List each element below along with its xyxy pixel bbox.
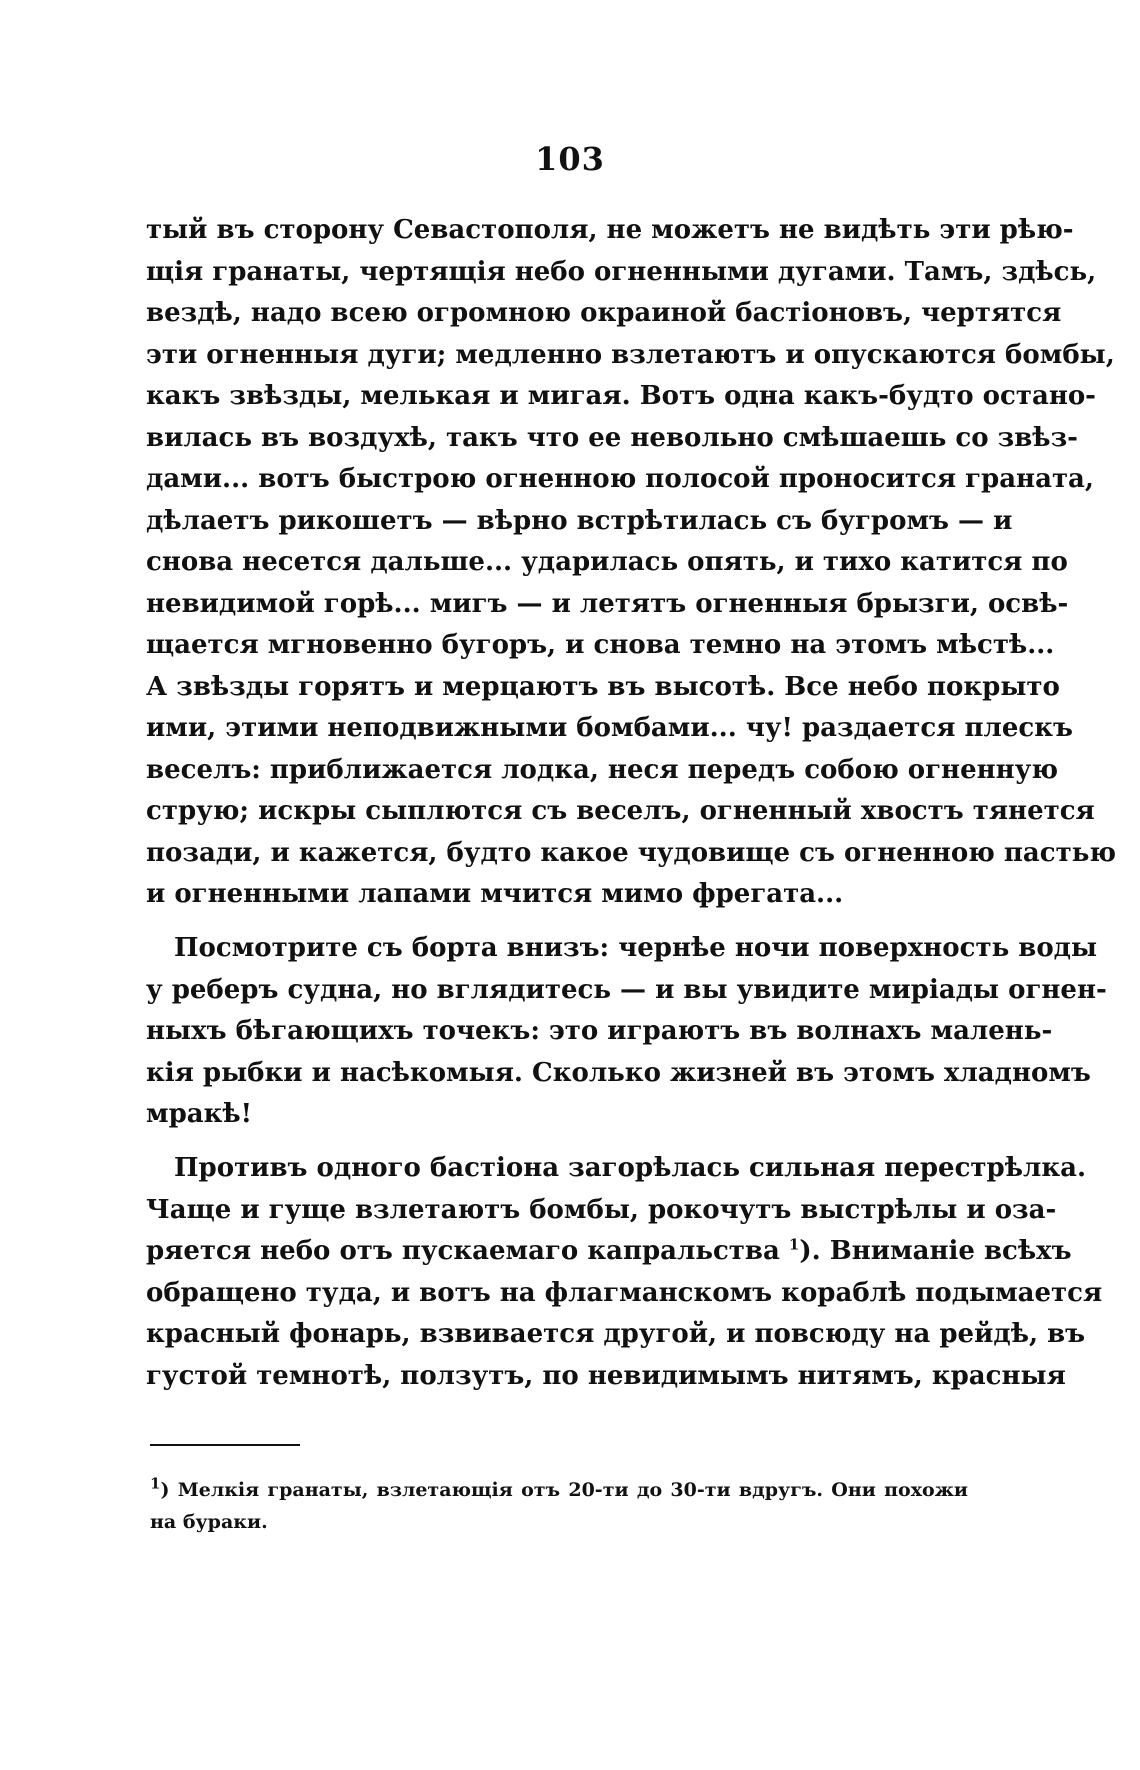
text-line: обращено туда, и вотъ на флагманскомъ кораблѣ подымается [146,1277,1103,1308]
text-line: невидимой горѣ... мигъ — и летятъ огненныя брызги, освѣ- [146,588,1069,619]
footnote-line: на бураки. [150,1511,268,1533]
text-line-with-footnote [146,1231,1072,1273]
text-line: какъ звѣзды, мелькая и мигая. Вотъ одна какъ-будто остано- [146,381,1096,411]
footnote-text: ) Мелкія гранаты, взлетающія отъ 20-ти до 30-ти вдругъ. Они похожи [160,1479,968,1501]
text-line: красный фонарь, взвивается другой, и повсюду на рейдѣ, въ [146,1319,1086,1349]
text-line: и огненными лапами мчится мимо фрегата... [146,879,844,909]
footnote-marker: 1 [150,1474,161,1493]
text-line: Посмотрите съ борта внизъ: чернѣе ночи поверхность воды [174,933,1098,963]
text-line: веселъ: приближается лодка, неся передъ собою огненную [146,754,1058,785]
page-number: 103 [535,140,605,178]
paragraph-3 [146,1148,1103,1397]
footnote-divider [150,1444,300,1446]
text-segment: ). Вниманіе всѣхъ [799,1236,1072,1266]
text-line: кія рыбки и насѣкомыя. Сколько жизней въ этомъ хладномъ [146,1057,1091,1088]
text-line: щія гранаты, чертящія небо огненными дугами. Тамъ, здѣсь, [146,256,1097,287]
text-line: вилась въ воздухѣ, такъ что ее невольно смѣшаешь со звѣз- [146,422,1078,453]
text-line: А звѣзды горятъ и мерцаютъ въ высотѣ. Все небо покрыто [146,671,1060,702]
paragraph-2 [146,928,1107,1136]
text-line: тый въ сторону Севастополя, не можетъ не видѣть эти рѣю- [146,215,1074,245]
text-line: струю; искры сыплются съ веселъ, огненный хвостъ тянется [146,796,1095,826]
paragraph-1 [146,210,1117,916]
text-line: Противъ одного бастіона загорѣлась сильная перестрѣлка. [174,1153,1086,1183]
footnote-line [150,1474,968,1506]
text-line: снова несется дальше... ударилась опять, и тихо катится по [146,547,1068,577]
text-segment: ряется небо отъ пускаемаго капральства [146,1236,780,1266]
text-line: щается мгновенно бугоръ, и снова темно на этомъ мѣстѣ... [146,630,1055,660]
text-line: ныхъ бѣгающихъ точекъ: это играютъ въ волнахъ малень- [146,1016,1053,1046]
text-line: позади, и кажется, будто какое чудовище съ огненною пастью [146,837,1117,868]
footnote-reference[interactable]: 1 [788,1235,800,1254]
text-line: вездѣ, надо всею огромною окраиной бастіоновъ, чертятся [146,298,1062,328]
text-line: у реберъ судна, но вглядитесь — и вы увидите миріады огнен- [146,974,1107,1005]
text-line: эти огненныя дуги; медленно взлетаютъ и опускаются бомбы, [146,339,1115,370]
text-line: мракѣ! [146,1099,253,1129]
text-line: ими, этими неподвижными бомбами... чу! раздается плескъ [146,713,1073,743]
text-line: дами... вотъ быстрою огненною полосой проносится граната, [146,464,1094,494]
text-line: Чаще и гуще взлетаютъ бомбы, рокочутъ выстрѣлы и оза- [146,1194,1057,1225]
footnote [150,1474,968,1538]
text-line: дѣлаетъ рикошетъ — вѣрно встрѣтилась съ бугромъ — и [146,505,1013,536]
text-line: густой темнотѣ, ползутъ, по невидимымъ нитямъ, красныя [146,1360,1066,1391]
